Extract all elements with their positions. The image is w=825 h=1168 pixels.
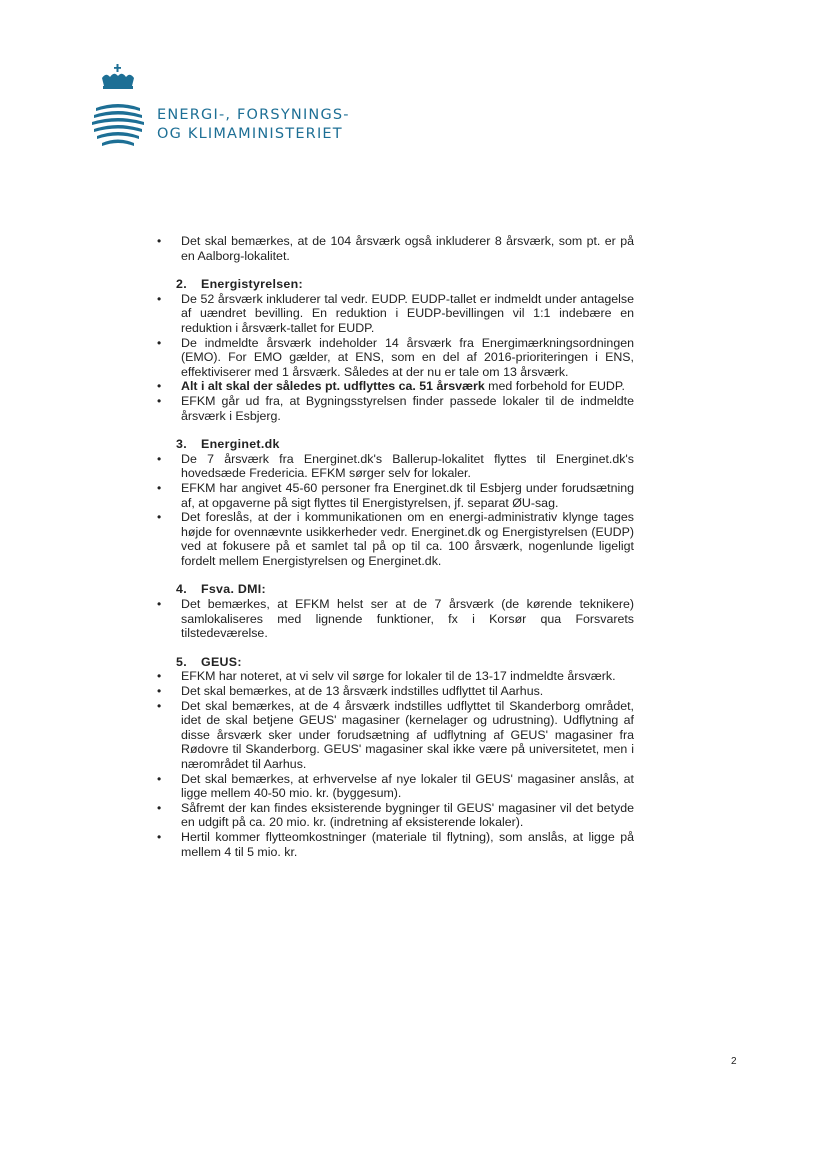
bullet-text: De indmeldte årsværk indeholder 14 årsværk fra Energimærkningsordningen (EMO). For EMO gælder, at ENS, som en del af 2016-prioriteringen i ENS, effektiviserer med 1 årsværk. Således at der nu er tale om 13 årsværk. xyxy=(181,335,634,379)
bullet-item xyxy=(148,336,634,380)
bullet-item xyxy=(148,452,634,481)
bullet-text: Det skal bemærkes, at de 104 årsværk også inkluderer 8 årsværk, som pt. er på en Aalborg-lokalitet. xyxy=(181,234,634,263)
bullet-icon: • xyxy=(157,829,162,844)
ministry-name-line1: ENERGI-, FORSYNINGS- xyxy=(157,107,350,123)
section-title: GEUS: xyxy=(201,654,242,669)
bullet-icon: • xyxy=(157,379,162,394)
section-heading xyxy=(148,655,634,670)
bullet-icon: • xyxy=(157,698,162,713)
bullet-text: Det bemærkes, at EFKM helst ser at de 7 årsværk (de kørende teknikere) samlokaliseres med lignende funktioner, fx i Korsør qua Forsvarets tilstedeværelse. xyxy=(181,597,634,641)
section-heading xyxy=(148,277,634,292)
section-heading xyxy=(148,437,634,452)
page-number: 2 xyxy=(731,1056,737,1067)
ministry-crown-logo xyxy=(92,64,144,154)
bullet-text: EFKM har noteret, at vi selv vil sørge for lokaler til de 13-17 indmeldte årsværk. xyxy=(181,669,616,684)
bullet-icon: • xyxy=(157,234,162,248)
bullet-text: Såfremt der kan findes eksisterende bygninger til GEUS' magasiner vil det betyde en udgift på ca. 20 mio. kr. (indretning af eksisterende lokaler). xyxy=(181,800,634,830)
ministry-name-line2: OG KLIMAMINISTERIET xyxy=(157,126,343,142)
bullet-text: Hertil kommer flytteomkostninger (materiale til flytning), som anslås, at ligge på mellem 4 til 5 mio. kr. xyxy=(181,829,634,859)
bullet-icon: • xyxy=(157,451,162,466)
bullet-bold-text: Alt i alt skal der således pt. udflyttes ca. 51 årsværk xyxy=(181,379,485,394)
intro-bullet-item xyxy=(148,234,634,263)
bullet-icon: • xyxy=(157,393,162,408)
section-number: 5. xyxy=(176,654,187,669)
bullet-icon: • xyxy=(157,597,162,612)
bullet-item xyxy=(148,772,634,801)
bullet-item xyxy=(148,510,634,568)
bullet-icon: • xyxy=(157,291,162,306)
bullet-text: Det skal bemærkes, at de 13 årsværk indstilles udflyttet til Aarhus. xyxy=(181,684,544,699)
crown-icon xyxy=(102,64,134,89)
bullet-item xyxy=(148,669,634,684)
bullet-icon: • xyxy=(157,510,162,525)
bullet-item xyxy=(148,801,634,830)
bullet-icon: • xyxy=(157,771,162,786)
section-title: Energinet.dk xyxy=(201,437,280,452)
section-title: Energistyrelsen: xyxy=(201,277,303,292)
bullet-icon: • xyxy=(157,669,162,684)
bullet-text: Det skal bemærkes, at de 4 årsværk indstilles udflyttet til Skanderborg området, idet de skal betjene GEUS' magasiner (kernelager og udrustning). Udflytning af disse årsværk sker under forudsætning af udflytning af GEUS' magasiner fra Rødovre til Skanderborg. GEUS' magasiner skal ikke være på universitetet, men i nærområdet til Aarhus. xyxy=(181,698,634,771)
bullet-text: De 52 årsværk inkluderer tal vedr. EUDP. EUDP-tallet er indmeldt under antagelse af uændret bevilling. En reduktion i EUDP-bevillingen vil 1:1 indebære en reduktion i årsværk-tallet for EUDP. xyxy=(181,291,634,335)
bullet-text: Det foreslås, at der i kommunikationen om en energi-administrativ klynge tages højde for ovennævnte usikkerheder vedr. Energinet.dk og Energistyrelsen (EUDP) ved at fokusere på et samlet tal på op til ca. 100 årsværk, nogenlunde ligeligt fordelt mellem Energistyrelsen og Energinet.dk. xyxy=(181,510,634,568)
section-number: 2. xyxy=(176,277,187,292)
bullet-item xyxy=(148,481,634,510)
bullet-item xyxy=(148,699,634,772)
section-number: 3. xyxy=(176,437,187,452)
document-body xyxy=(148,234,634,859)
wave-emblem-icon xyxy=(92,104,144,146)
bullet-icon: • xyxy=(157,335,162,350)
bullet-item xyxy=(148,830,634,859)
bullet-text: EFKM har angivet 45-60 personer fra Energinet.dk til Esbjerg under forudsætning af, at opgaverne på sigt flyttes til Energistyrelsen, jf. separat ØU-sag. xyxy=(181,480,634,510)
bullet-icon: • xyxy=(157,480,162,495)
section-heading xyxy=(148,582,634,597)
bullet-item xyxy=(148,394,634,423)
bullet-icon: • xyxy=(157,800,162,815)
bullet-text: med forbehold for EUDP. xyxy=(484,379,625,394)
bullet-item xyxy=(148,292,634,336)
bullet-text: De 7 årsværk fra Energinet.dk's Ballerup-lokalitet flyttes til Energinet.dk's hovedsæde Fredericia. EFKM sørger selv for lokaler. xyxy=(181,451,634,481)
bullet-icon: • xyxy=(157,684,162,699)
bullet-text: Det skal bemærkes, at erhvervelse af nye lokaler til GEUS' magasiner anslås, at ligge mellem 40-50 mio. kr. (byggesum). xyxy=(181,771,634,801)
bullet-item xyxy=(148,379,634,394)
section-title: Fsva. DMI: xyxy=(201,582,266,597)
bullet-item xyxy=(148,597,634,641)
bullet-item xyxy=(148,684,634,699)
bullet-text: EFKM går ud fra, at Bygningsstyrelsen finder passede lokaler til de indmeldte årsværk i Esbjerg. xyxy=(181,393,634,423)
section-number: 4. xyxy=(176,582,187,597)
ministry-name xyxy=(157,106,350,144)
